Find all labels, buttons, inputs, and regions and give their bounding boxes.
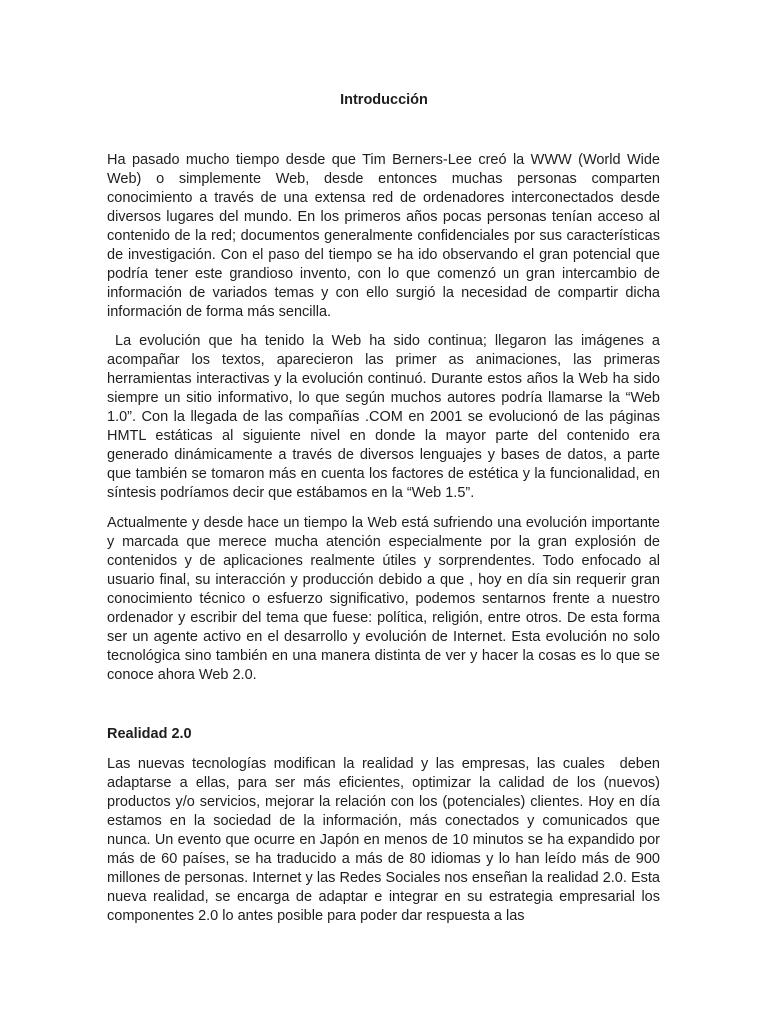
paragraph-intro-2: La evolución que ha tenido la Web ha sido continua; llegaron las imágenes a acompañar los textos, aparecieron las primer as animaciones, las primeras herramientas interactivas y la evolución continuó. Durante estos años la Web ha sido siempre un sitio informativo, lo que según muchos autores podría llamarse la “Web 1.0”. Con la llegada de las compañías .COM en 2001 se evolucionó de las páginas HMTL estáticas al siguiente nivel en donde la mayor parte del contenido era generado dinámicamente a través de diversos lenguajes y bases de datos, a parte que también se tomaron más en cuenta los factores de estética y la funcionalidad, en síntesis podríamos decir que estábamos en la “Web 1.5”. xyxy=(107,333,665,501)
section-heading: Realidad 2.0 xyxy=(107,726,192,742)
paragraph-intro-3: Actualmente y desde hace un tiempo la Web está sufriendo una evolución importante y marcada que merece mucha atención especialmente por la gran explosión de contenidos y de aplicaciones realmente útiles y sorprendentes. Todo enfocado al usuario final, su interacción y producción debido a que , hoy en día sin requerir gran conocimiento técnico o esfuerzo significativo, podemos sentarnos frente a nuestro ordenador y escribir del tema que fuese: política, religión, entre otros. De esta forma ser un agente activo en el desarrollo y evolución de Internet. Esta evolución no solo tecnológica sino también en una manera distinta de ver y hacer la cosas es lo que se conoce ahora Web 2.0. xyxy=(107,515,660,683)
paragraph-intro-1: Ha pasado mucho tiempo desde que Tim Berners-Lee creó la WWW (World Wide Web) o simplemente Web, desde entonces muchas personas comparten conocimiento a través de una extensa red de ordenadores interconectados desde diversos lugares del mundo. En los primeros años pocas personas tenían acceso al contenido de la red; documentos generalmente confidenciales por sus características de investigación. Con el paso del tiempo se ha ido observando el gran potencial que podría tener este grandioso invento, con lo que comenzó un gran intercambio de información de variados temas y con ello surgió la necesidad de compartir dicha información de forma más sencilla. xyxy=(107,152,660,320)
paragraph-section-1: Las nuevas tecnologías modifican la realidad y las empresas, las cuales deben adaptarse a ellas, para ser más eficientes, optimizar la calidad de los (nuevos) productos y/o servicios, mejorar la relación con los (potenciales) clientes. Hoy en día estamos en la sociedad de la información, más conectados y comunicados que nunca. Un evento que ocurre en Japón en menos de 10 minutos se ha expandido por más de 60 países, se ha traducido a más de 80 idiomas y lo han leído más de 900 millones de personas. Internet y las Redes Sociales nos enseñan la realidad 2.0. Esta nueva realidad, se encarga de adaptar e integrar en su estrategia empresarial los componentes 2.0 lo antes posible para poder dar respuesta a las xyxy=(107,756,665,924)
document-title: Introducción xyxy=(340,92,428,108)
